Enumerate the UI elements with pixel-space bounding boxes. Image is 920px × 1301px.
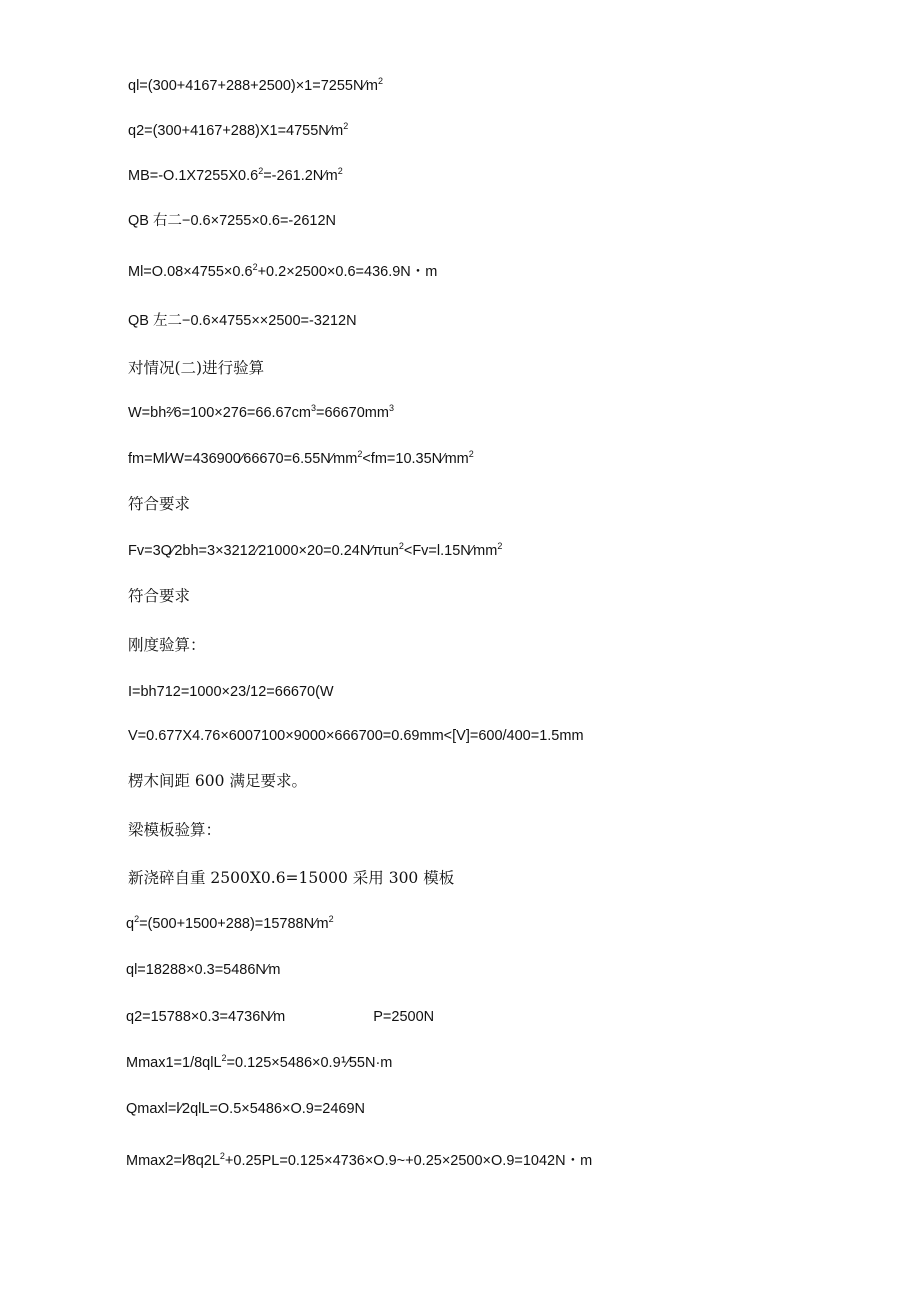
calc-line-q2: $q2=(300+4167+288)X1=4755N⁄m^2$ — [128, 121, 349, 139]
calc-line-q1: $ql=(300+4167+288+2500)\times 1=7255N⁄m^2$ — [128, 76, 383, 94]
calc-line-i: I=bh712=1000×23/12=66670(W — [128, 684, 334, 700]
calc-line-qb-right: QB 右二−0.6×7255×0.6=-2612N — [128, 213, 336, 229]
calc-line-m1: $Ml=O.08\times 4755\times 0.6^2+0.2\times 2500\times 0.6=436.9N$・m — [128, 262, 438, 280]
calc-line-fm: $fm=Ml⁄W=436900⁄66670=6.55N⁄mm^2<fm=10.35N⁄mm^2$ — [128, 449, 474, 467]
text-concrete-self-weight: 新浇碎自重 2500X0.6=15000 采用 300 模板 — [128, 869, 455, 887]
calc-line-q-squared: $q^2=(500+1500+288)=15788N⁄m^2$ — [126, 914, 334, 932]
section-heading-case-two: 对情况(二)进行验算 — [128, 359, 265, 377]
calc-line-w: $W=bh^2⁄6=100\times 276=66.67cm^3=66670mm^3$ — [128, 403, 394, 421]
calc-line-qb-left: QB 左二−0.6×4755××2500=-3212N — [128, 313, 357, 329]
section-heading-stiffness: 刚度验算： — [128, 636, 206, 654]
calc-line-mmax2: $Mmax2=l⁄8q2L^2+0.25PL=0.125\times 4736\times O.9\sim+0.25\times 2500\times O.9=1042N$・m — [126, 1151, 593, 1169]
calc-line-mmax1: Mmax1=1/8qlL$^2$=0.125×5486×0.9⅟55N·m — [126, 1053, 393, 1071]
section-heading-beam-formwork: 梁模板验算： — [128, 821, 222, 839]
conclusion-meets-requirement-1: 符合要求 — [128, 495, 191, 513]
calc-line-q2-beam: q2=15788×0.3=4736N⁄m P=2500N — [126, 1009, 435, 1025]
calc-line-v: V=0.677X4.76×6007100×9000×666700=0.69mm<[V]=600/400=1.5mm — [128, 728, 584, 744]
conclusion-meets-requirement-2: 符合要求 — [128, 587, 191, 605]
conclusion-joist-spacing: 楞木间距 600 满足要求。 — [128, 772, 307, 790]
calc-line-qmax1: Qmaxl=l⁄2qlL=O.5×5486×O.9=2469N — [126, 1101, 366, 1117]
calc-line-mb: $MB=-O.1X7255X0.6^2=-261.2N⁄m^2$ — [128, 166, 343, 184]
calc-line-ql-beam: ql=18288×0.3=5486N⁄m — [126, 962, 281, 978]
calc-line-fv: $Fv=3Q⁄2bh=3\times 3212⁄21000\times 20=0.24N⁄\pi un^2<Fv=l.15N⁄mm^2$ — [128, 541, 503, 559]
